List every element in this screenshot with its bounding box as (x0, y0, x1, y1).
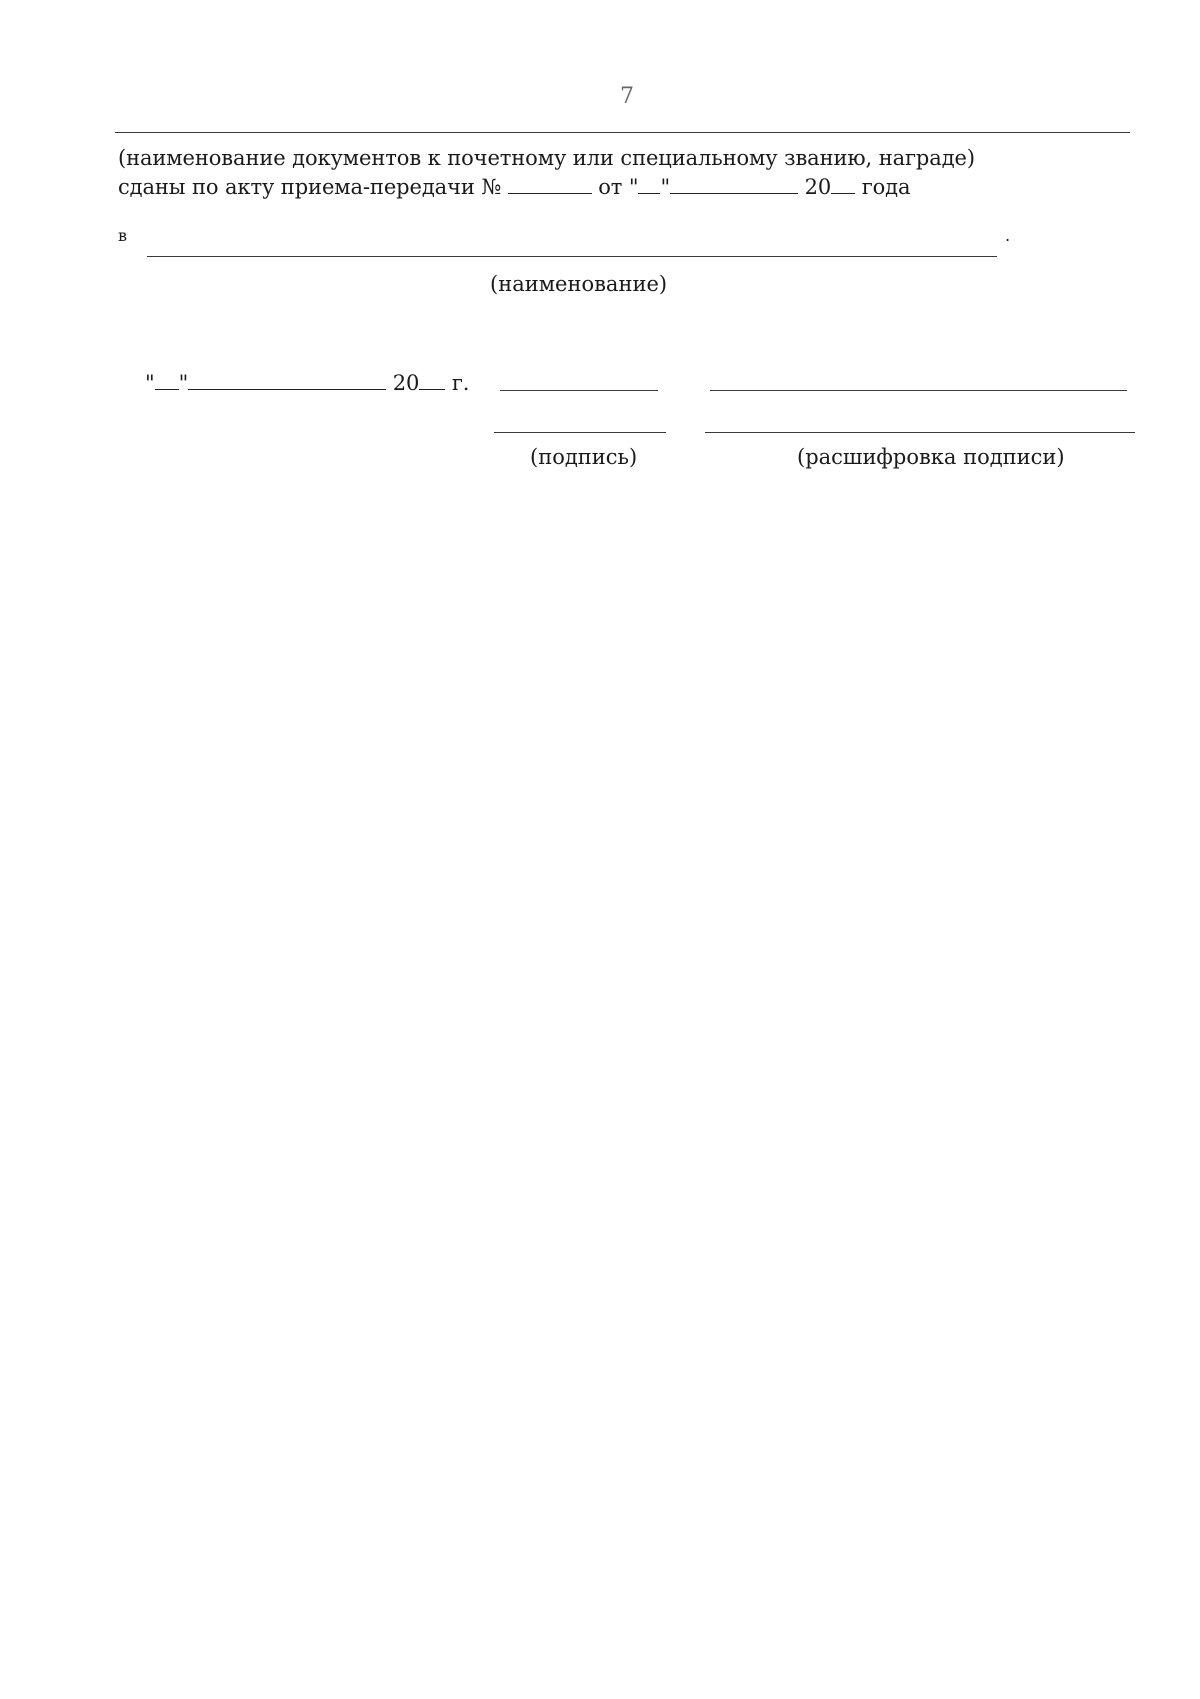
sign-year-prefix: 20 (392, 371, 420, 395)
page-number: 7 (620, 84, 634, 109)
act-number-field[interactable] (508, 175, 592, 194)
recipient-end-mark: . (1005, 226, 1011, 245)
act-year-field[interactable] (831, 175, 855, 194)
quote-close: " (660, 175, 671, 199)
act-month-field[interactable] (670, 175, 798, 194)
quote-open: " (628, 175, 639, 199)
recipient-caption: (наименование) (490, 272, 668, 296)
transfer-act-line (118, 174, 910, 200)
sign-quote-open: " (145, 371, 155, 395)
documents-caption: (наименование документов к почетному или специальному званию, награде) (118, 146, 975, 170)
recipient-prefix: в (118, 226, 128, 245)
sign-quote-close: " (178, 371, 189, 395)
signature-date (145, 370, 469, 396)
transfer-prefix: сданы по акту приема-передачи № (118, 175, 502, 199)
recipient-name-field[interactable] (147, 256, 997, 257)
sign-year-suffix: г. (451, 371, 470, 395)
year-suffix: года (861, 175, 911, 199)
act-day-field[interactable] (638, 175, 660, 194)
signature-underline (494, 432, 666, 433)
from-word: от (598, 175, 623, 199)
signature-decoding-caption: (расшифровка подписи) (797, 445, 1065, 469)
top-rule (115, 132, 1130, 133)
signature-decoding-underline (705, 432, 1135, 433)
signature-field[interactable] (500, 390, 658, 391)
signature-decoding-field[interactable] (710, 390, 1127, 391)
signature-caption: (подпись) (530, 445, 638, 469)
sign-month-field[interactable] (188, 371, 386, 390)
sign-day-field[interactable] (155, 371, 179, 390)
year-prefix: 20 (804, 175, 832, 199)
sign-year-field[interactable] (419, 371, 445, 390)
